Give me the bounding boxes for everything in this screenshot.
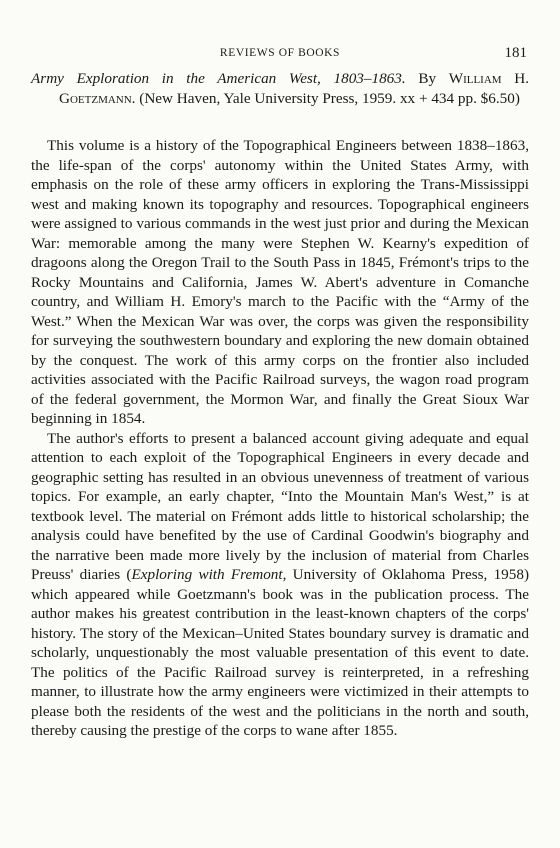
paragraph-2-text-a: The author's efforts to present a balanced account giving adequate and equal attention to each exploit of the Topographical Engineers in every decade and geographic setting has resulted in an obvious unevenness of treatment of various topics. For example, an early chapter, “Into the Mountain Man's West,” is at textbook level. The material on Frémont adds little to historical scholarship; the analysis could have benefited by the use of Cardinal Goodwin's biography and the narrative been made more lively by the inclusion of material from Charles Preuss' diaries ( xyxy=(31,429,529,583)
page-header xyxy=(31,45,529,65)
paragraph-2-italic-title: Exploring with Fremont, xyxy=(131,566,287,583)
book-title: Army Exploration in the American West, 1803–1863. xyxy=(31,70,406,87)
paragraph-2-text-b: University of Oklahoma Press, 1958) which appeared while Goetzmann's book was in the publication process. The author makes his greatest contribution in the least-known chapters of the corps' history. The story of the Mexican–United States boundary survey is dramatic and scholarly, unquestionably the most valuable presentation of this event to date. The politics of the Pacific Railroad survey is reinterpreted, in a refreshing manner, to illustrate how the army engineers were victimized in their attempts to please both the residents of the west and the politicians in the north and south, thereby causing the prestige of the corps to wane after 1855. xyxy=(31,566,530,739)
page-number: 181 xyxy=(504,45,527,61)
paragraph-2 xyxy=(31,429,529,741)
book-citation xyxy=(31,69,529,109)
paragraph-1: This volume is a history of the Topographical Engineers between 1838–1863, the life-span of the corps' autonomy within the United States Army, with emphasis on the role of these army officers in exploring the Trans-Mississippi west and making known its topography and resources. Topographical engineers were assigned to various commands in the west just prior and during the Mexican War: memorable among the many were Stephen W. Kearny's expedition of dragoons along the Oregon Trail to the South Pass in 1845, Frémont's trips to the Rocky Mountains and California, James W. Abert's adventure in Comanche country, and William H. Emory's march to the Pacific with the “Army of the West.” When the Mexican War was over, the corps was given the responsibility for surveying the southwestern boundary and exploring the new domain obtained by the conquest. The work of this army corps on the frontier also included activities associated with the Pacific Railroad surveys, the wagon road program of the federal government, the Mormon War, and finally the Great Sioux War beginning in 1854. xyxy=(31,137,529,427)
review-body xyxy=(31,136,529,741)
book-author: William H. Goetzmann. xyxy=(59,70,529,107)
citation-by: By xyxy=(405,70,449,87)
running-head: REVIEWS OF BOOKS xyxy=(219,47,341,59)
publication-info: (New Haven, Yale University Press, 1959. xx + 434 pp. $6.50) xyxy=(135,90,520,107)
